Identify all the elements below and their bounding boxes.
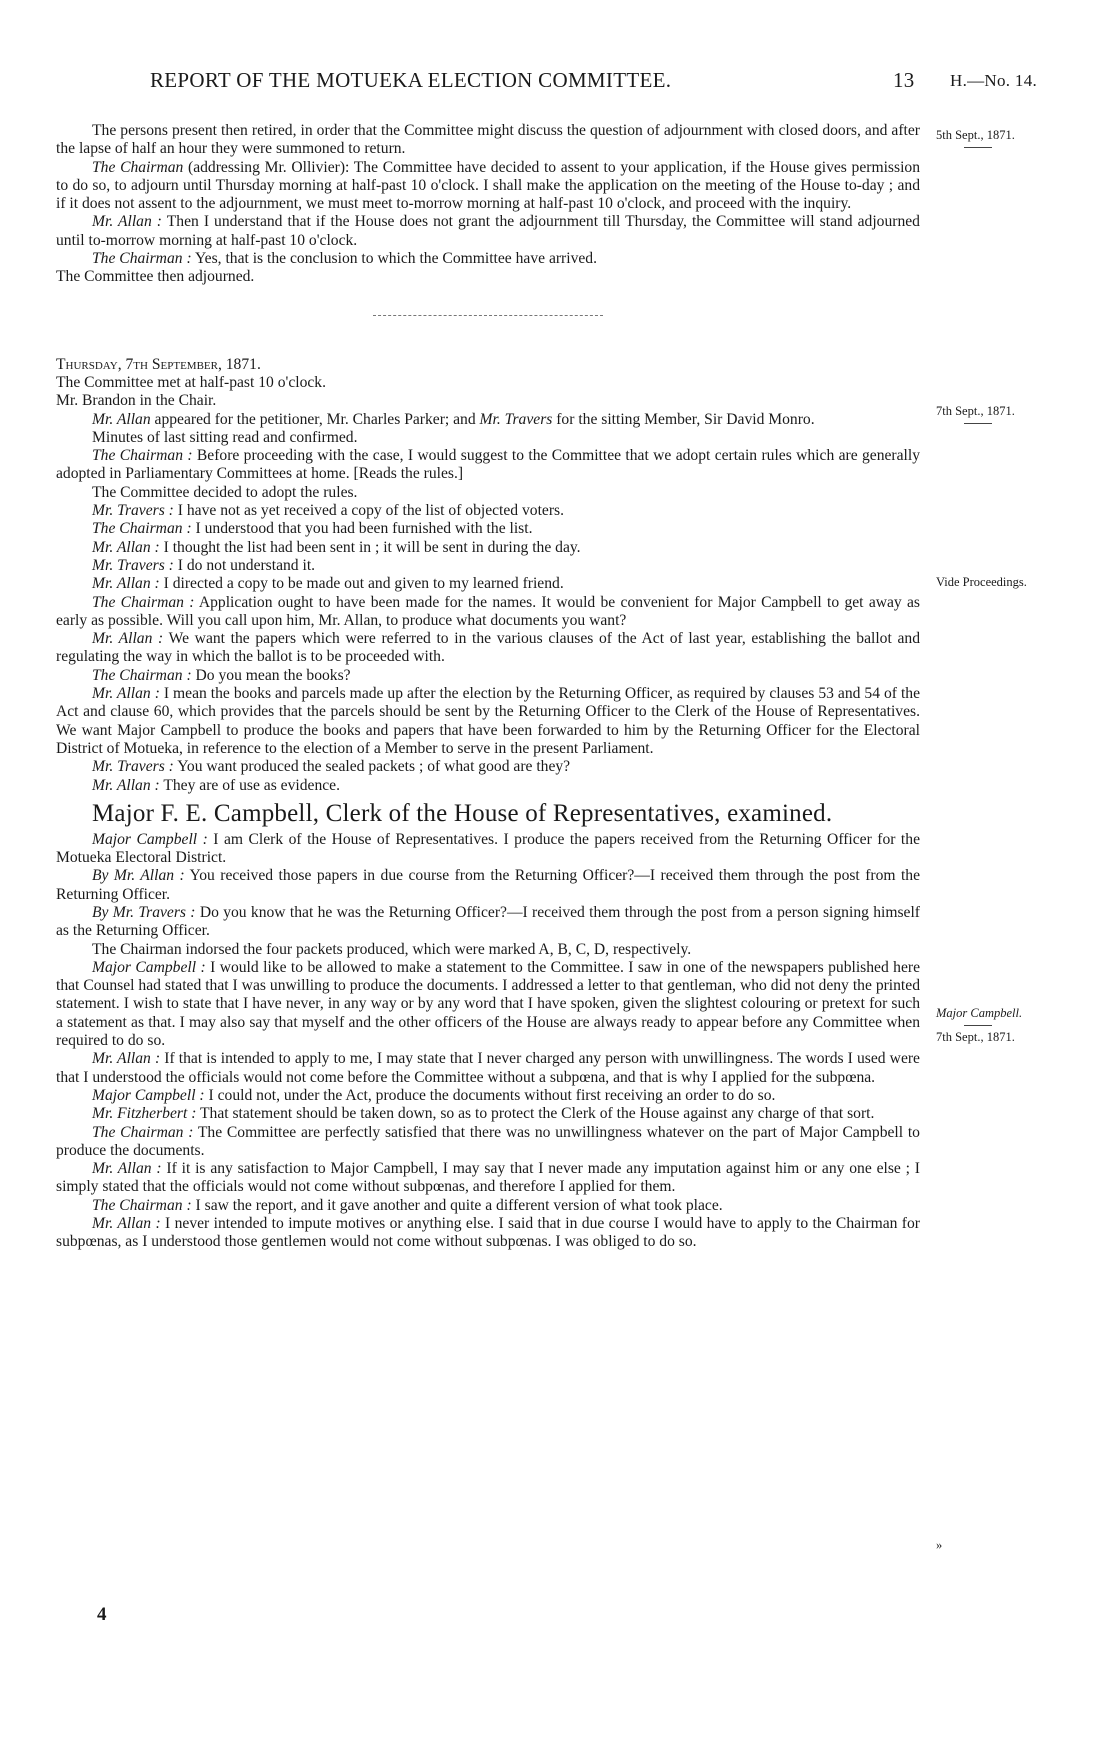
running-header (0, 68, 1114, 98)
sitting-chair: Mr. Brandon in the Chair. (56, 392, 217, 410)
sitting-met: The Committee met at half-past 10 o'clock. (56, 373, 326, 391)
paragraph: Mr. Allan : I mean the books and parcels made up after the election by the Returning Officer, as required by clauses 53 and 54 of the Act and clause 60, which provides that the parcels should be sent by the Returning Officer to the Clerk of the House of Representatives. We want Major Campbell to produce the books and papers that have been forwarded to him by the Returning Officer for the Electoral District of Motueka, in reference to the election of a Member to serve in the present Parliament. (56, 685, 920, 757)
paragraph: The Chairman : Do you mean the books? (92, 666, 351, 684)
margin-note-date-1: 5th Sept., 1871. (936, 128, 1086, 148)
paragraph: Mr. Allan : I never intended to impute motives or anything else. I said that in due course I would have to apply to the Chairman for subpœnas, as I understood those gentlemen would not come without subpœnas. I was obliged to do so. (56, 1215, 920, 1251)
paragraph: Minutes of last sitting read and confirmed. (92, 428, 358, 446)
paragraph: The Committee decided to adopt the rules. (92, 483, 358, 501)
paragraph: By Mr. Travers : Do you know that he was the Returning Officer?—I received them through the post from a person signing himself as the Returning Officer. (56, 903, 921, 940)
paragraph: The Chairman : Yes, that is the conclusion to which the Committee have arrived. (92, 250, 598, 268)
paragraph: Mr. Allan : I thought the list had been sent in ; it will be sent in during the day. (92, 538, 581, 556)
paragraph: The Chairman : The Committee are perfectly satisfied that there was no unwillingness whatever on the part of Major Campbell to produce the documents. (56, 1123, 920, 1159)
paragraph: Mr. Travers : I have not as yet received a copy of the list of objected voters. (92, 502, 565, 520)
margin-note-mark: » (936, 1538, 943, 1552)
paragraph: Mr. Fitzherbert : That statement should be taken down, so as to protect the Clerk of the House against any charge of that sort. (92, 1105, 875, 1123)
margin-note-date-2: 7th Sept., 1871. (936, 404, 1086, 424)
paragraph: By Mr. Allan : You received those papers in due course from the Returning Officer?—I received them through the post from the Returning Officer. (56, 867, 920, 903)
paragraph: The persons present then retired, in order that the Committee might discuss the question of adjournment with closed doors, and after the lapse of half an hour they were summoned to return. (56, 122, 920, 158)
paragraph: Mr. Travers : You want produced the sealed packets ; of what good are they? (92, 758, 571, 776)
paragraph: Mr. Allan : We want the papers which were referred to in the various clauses of the Act of last year, establishing the ballot and regulating the way in which the ballot is to be proceeded with. (56, 630, 920, 666)
margin-note-witness: Major Campbell. (936, 1006, 1086, 1026)
paragraph: Mr. Allan appeared for the petitioner, Mr. Charles Parker; and Mr. Travers for the sitting Member, Sir David Monro. (92, 410, 815, 428)
paragraph: The Chairman : Before proceeding with the case, I would suggest to the Committee that we adopt certain rules which are generally adopted in Parliamentary Committees at home. [Reads the rules.] (56, 447, 920, 483)
paragraph: Mr. Allan : I directed a copy to be made out and given to my learned friend. (92, 575, 564, 593)
paragraph: Mr. Travers : I do not understand it. (92, 556, 316, 574)
paragraph: The Chairman : Application ought to have been made for the names. It would be convenient for Major Campbell to get away as early as possible. Will you call upon him, Mr. Allan, to produce what documents you want? (56, 593, 920, 629)
margin-note-vide: Vide Proceedings. (936, 575, 1027, 589)
signature-mark: 4 (97, 1604, 107, 1625)
paragraph: Major Campbell : I am Clerk of the House of Representatives. I produce the papers received from the Returning Officer for the Motueka Electoral District. (56, 830, 920, 867)
paragraph: Mr. Allan : They are of use as evidence. (92, 776, 340, 794)
paragraph: The Chairman : I understood that you had been furnished with the list. (92, 520, 533, 538)
paper-number: H.—No. 14. (950, 71, 1038, 90)
section-divider (373, 315, 603, 316)
page-number: 13 (893, 68, 915, 92)
report-title: REPORT OF THE MOTUEKA ELECTION COMMITTEE. (150, 68, 672, 92)
witness-heading: Major F. E. Campbell, Clerk of the House of Representatives, examined. (92, 799, 833, 827)
adjourned-line: The Committee then adjourned. (56, 268, 255, 286)
document-body (56, 122, 920, 1252)
paragraph: The Chairman indorsed the four packets produced, which were marked A, B, C, D, respectively. (92, 940, 692, 958)
paragraph: Mr. Allan : Then I understand that if the House does not grant the adjournment till Thursday, the Committee will stand adjourned until to-morrow morning at half-past 10 o'clock. (56, 213, 920, 249)
paragraph: Mr. Allan : If it is any satisfaction to Major Campbell, I may say that I never made any imputation against him or any one else ; I simply stated that the officials would not come without subpœnas, and therefore I applied for them. (56, 1160, 920, 1196)
paragraph: Major Campbell : I could not, under the Act, produce the documents without first receiving an order to do so. (92, 1086, 776, 1104)
paragraph: The Chairman (addressing Mr. Ollivier): The Committee have decided to assent to your application, if the House gives permission to do so, to adjourn until Thursday morning at half-past 10 o'clock. I shall make the application on the meeting of the House to-day ; and if it does not assent to the adjournment, we must meet to-morrow morning at half-past 10 o'clock, and proceed with the inquiry. (56, 158, 920, 213)
paragraph: Major Campbell : I would like to be allowed to make a statement to the Committee. I saw in one of the newspapers published here that Counsel had stated that I was unwilling to produce the documents. I addressed a letter to that gentleman, who did not deny the printed statement. I wish to state that I have never, in any way or by any word that I have spoken, given the slightest colouring or pretext for such a statement as that. I may also say that myself and the other officers of the House are always ready to appear before any Committee when required to do so. (56, 958, 920, 1050)
paragraph: The Chairman : I saw the report, and it gave another and quite a different version of what took place. (92, 1196, 723, 1214)
paragraph: Mr. Allan : If that is intended to apply to me, I may state that I never charged any person with unwillingness. The words I used were that I understood the officials would not come before the Committee without a subpœna, and that is why I applied for the subpœna. (56, 1050, 920, 1086)
sitting-date: Thursday, 7th September, 1871. (56, 355, 261, 373)
margin-note-date-3: 7th Sept., 1871. (936, 1030, 1015, 1044)
